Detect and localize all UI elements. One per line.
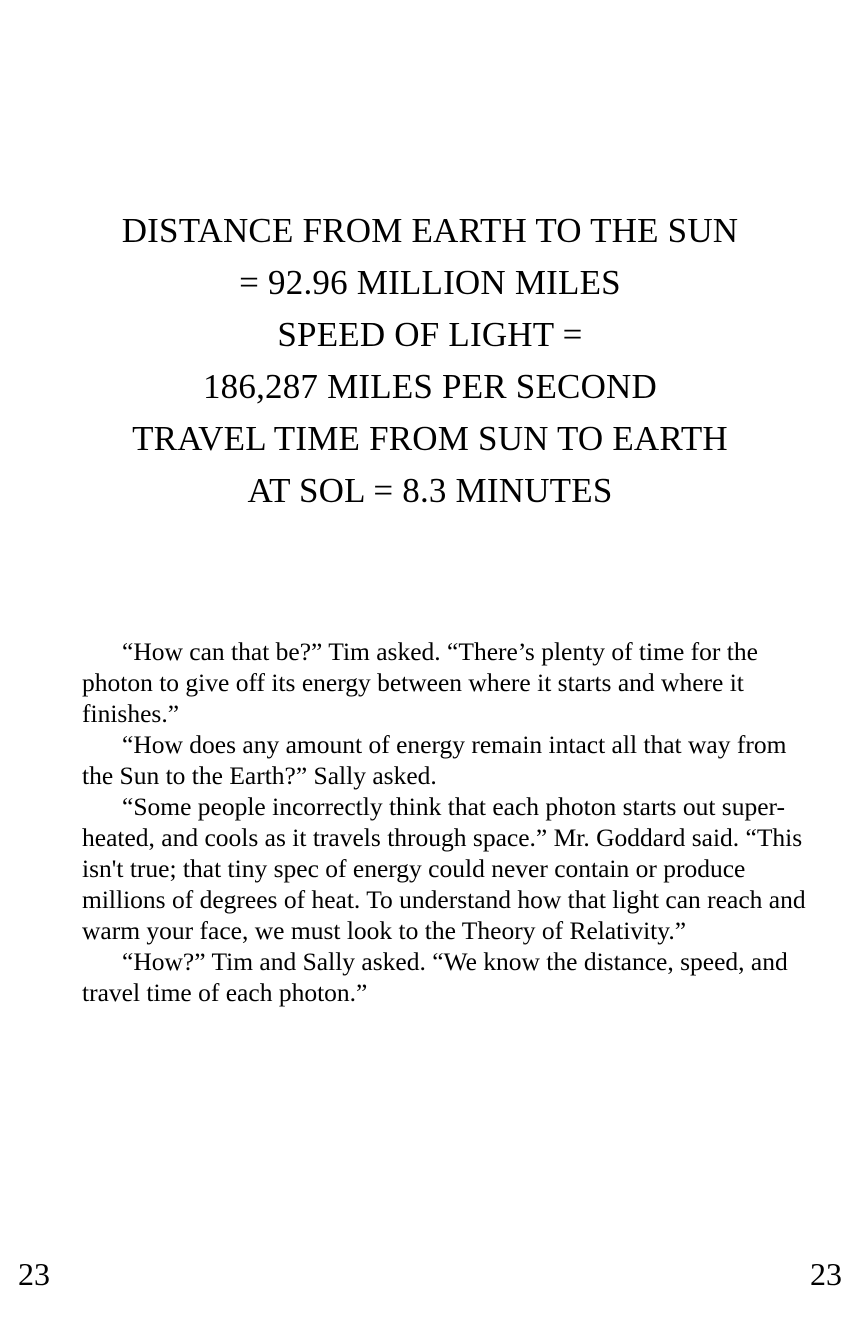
paragraph: “Some people incorrectly think that each photon starts out super-heated, and cools as it travels through space.” Mr. Goddard said. “This isn't true; that tiny spec of energy could never contain or produce millions of degrees of heat. To understand how that light can reach and warm your face, we must look to the Theory of Relativity.”: [82, 792, 806, 945]
page-number-right: 23: [810, 1256, 842, 1292]
heading-line-3: SPEED OF LIGHT =: [277, 315, 583, 354]
paragraph: “How does any amount of energy remain intact all that way from the Sun to the Earth?” Sally asked.: [82, 730, 787, 790]
page-number-left: 23: [18, 1256, 50, 1292]
paragraph: “How?” Tim and Sally asked. “We know the distance, speed, and travel time of each photon.”: [82, 947, 788, 1007]
heading-line-6: AT SOL = 8.3 MINUTES: [247, 471, 613, 510]
heading-line-5: TRAVEL TIME FROM SUN TO EARTH: [132, 419, 728, 458]
heading-line-2: = 92.96 MILLION MILES: [239, 263, 621, 302]
paragraph: “How can that be?” Tim asked. “There’s plenty of time for the photon to give off its energy between where it starts and where it finishes.”: [82, 637, 758, 728]
page-body-text: [82, 636, 806, 1008]
heading-line-4: 186,287 MILES PER SECOND: [202, 367, 657, 406]
heading-line-1: DISTANCE FROM EARTH TO THE SUN: [121, 211, 739, 250]
page-heading: [60, 205, 800, 517]
